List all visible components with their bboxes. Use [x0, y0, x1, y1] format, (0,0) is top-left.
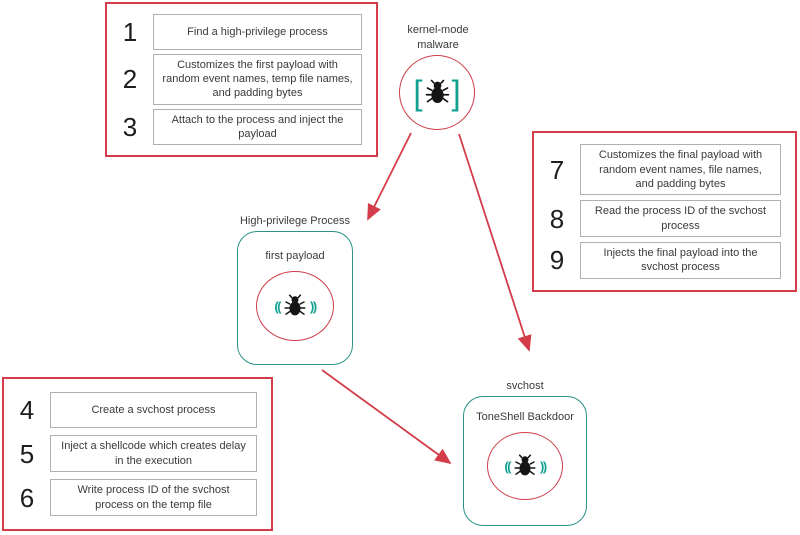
- first-payload-label: first payload: [265, 250, 325, 262]
- step-number: 3: [122, 111, 138, 142]
- step-number: 7: [549, 154, 565, 185]
- step-text-box: Injects the final payload into the svchost process: [580, 242, 781, 279]
- step-row: [107, 109, 362, 146]
- step-text-box: Customizes the first payload with random event names, temp file names, and padding bytes: [153, 54, 362, 105]
- bracket-right-glyph: ]: [451, 72, 461, 112]
- bug-icon: [283, 293, 307, 319]
- step-number: 2: [122, 64, 138, 95]
- step-group-4-6: [2, 377, 273, 531]
- arrow-highprivilege-to-svchost: [322, 370, 450, 463]
- step-text-box: Write process ID of the svchost process on the temp file: [50, 479, 257, 516]
- step-text-box: Customizes the final payload with random event names, file names, and padding bytes: [580, 144, 781, 195]
- bracket-left-glyph: [: [413, 72, 423, 112]
- step-group-1-3: [105, 2, 378, 157]
- step-row: [107, 14, 362, 50]
- step-number: 6: [19, 482, 35, 513]
- kernel-malware-label: kernel-mode malware: [407, 24, 469, 51]
- bug-icon: [424, 78, 451, 107]
- bug-icon: [513, 453, 537, 479]
- step-number: 5: [19, 438, 35, 469]
- step-text-box: Inject a shellcode which creates delay in the execution: [50, 435, 257, 472]
- step-row: [4, 435, 257, 472]
- step-number: 9: [549, 245, 565, 276]
- high-privilege-process-node: [237, 231, 353, 365]
- first-payload-bug-circle: [256, 271, 334, 341]
- step-row: [107, 54, 362, 105]
- arrow-kernel-to-svchost: [459, 134, 529, 350]
- signal-left-glyph: ((: [274, 298, 280, 314]
- signal-right-glyph: )): [310, 298, 316, 314]
- step-number: 4: [19, 395, 35, 426]
- step-text-box: Find a high-privilege process: [153, 14, 362, 50]
- kernel-malware-node: [399, 55, 475, 130]
- svchost-node: [463, 396, 587, 526]
- step-text-box: Attach to the process and inject the payload: [153, 109, 362, 146]
- signal-left-glyph: ((: [504, 458, 510, 474]
- svchost-label: svchost: [506, 380, 544, 392]
- step-number: 1: [122, 16, 138, 47]
- step-number: 8: [549, 203, 565, 234]
- step-row: [534, 144, 781, 195]
- step-text-box: Read the process ID of the svchost process: [580, 200, 781, 237]
- step-text-box: Create a svchost process: [50, 392, 257, 428]
- toneshell-backdoor-label: ToneShell Backdoor: [476, 411, 574, 423]
- step-row: [534, 200, 781, 237]
- step-row: [4, 392, 257, 428]
- toneshell-bug-circle: [487, 432, 563, 500]
- step-group-7-9: [532, 131, 797, 292]
- step-row: [534, 242, 781, 279]
- high-privilege-process-label: High-privilege Process: [239, 215, 351, 227]
- step-row: [4, 479, 257, 516]
- signal-right-glyph: )): [540, 458, 546, 474]
